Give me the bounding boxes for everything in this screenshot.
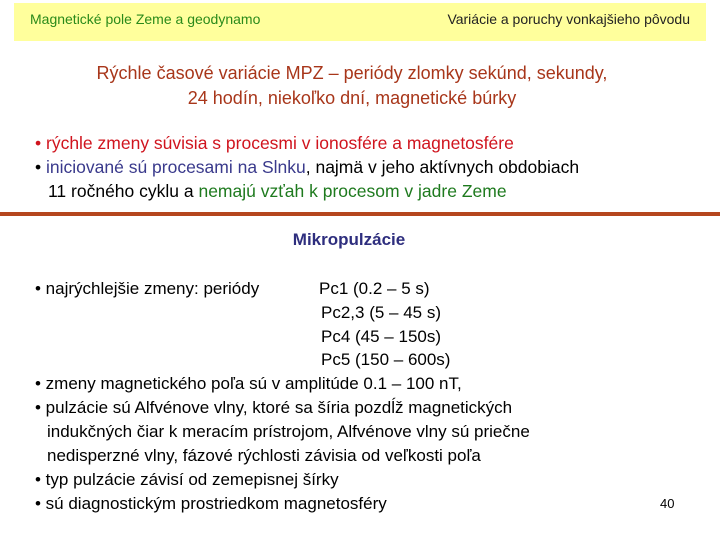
body-line: Pc4 (45 – 150s) [321, 327, 442, 346]
page-number: 40 [660, 496, 675, 511]
intro-bullet-2 [35, 157, 579, 178]
header-bar [14, 3, 706, 41]
body-line: • pulzácie sú Alfvénove vlny, ktoré sa šíria pozdĺž magnetických [35, 398, 513, 417]
start-text: 11 ročného cyklu a [48, 181, 199, 201]
section-title: Mikropulzácie [292, 230, 406, 249]
body-line: nedisperzné vlny, fázové rýchlosti závisia od veľkosti poľa [47, 446, 481, 465]
intro-bullet-1: • rýchle zmeny súvisia s procesmi v ionosfére a magnetosfére [35, 133, 514, 153]
body-line: indukčných čiar k meracím prístrojom, Alfvénove vlny sú priečne [47, 422, 530, 441]
green-text: nemajú vzťah k procesom v jadre Zeme [198, 181, 507, 201]
body-line: • sú diagnostickým prostriedkom magnetosféry [35, 494, 387, 513]
slide-title [0, 61, 704, 111]
intro-bullet-2-cont [48, 181, 507, 202]
body-line: Pc1 (0.2 – 5 s) [319, 279, 430, 298]
header-right: Variácie a poruchy vonkajšieho pôvodu [447, 11, 690, 27]
title-line-1: Rýchle časové variácie MPZ – periódy zlomky sekúnd, sekundy, [96, 63, 608, 83]
divider [0, 212, 720, 216]
rest-text: , najmä v jeho aktívnych obdobiach [305, 157, 580, 177]
body-line: • typ pulzácie závisí od zemepisnej šírky [35, 470, 339, 489]
body-line: • najrýchlejšie zmeny: periódy [35, 279, 260, 298]
header-left: Magnetické pole Zeme a geodynamo [30, 11, 261, 27]
title-line-2: 24 hodín, niekoľko dní, magnetické búrky [187, 88, 517, 108]
body-line: Pc5 (150 – 600s) [321, 350, 451, 369]
body-line: • zmeny magnetického poľa sú v amplitúde 0.1 – 100 nT, [35, 374, 462, 393]
body-line: Pc2,3 (5 – 45 s) [321, 303, 442, 322]
blue-text: iniciované sú procesami na Slnku [46, 157, 306, 177]
bullet: • [35, 157, 46, 177]
